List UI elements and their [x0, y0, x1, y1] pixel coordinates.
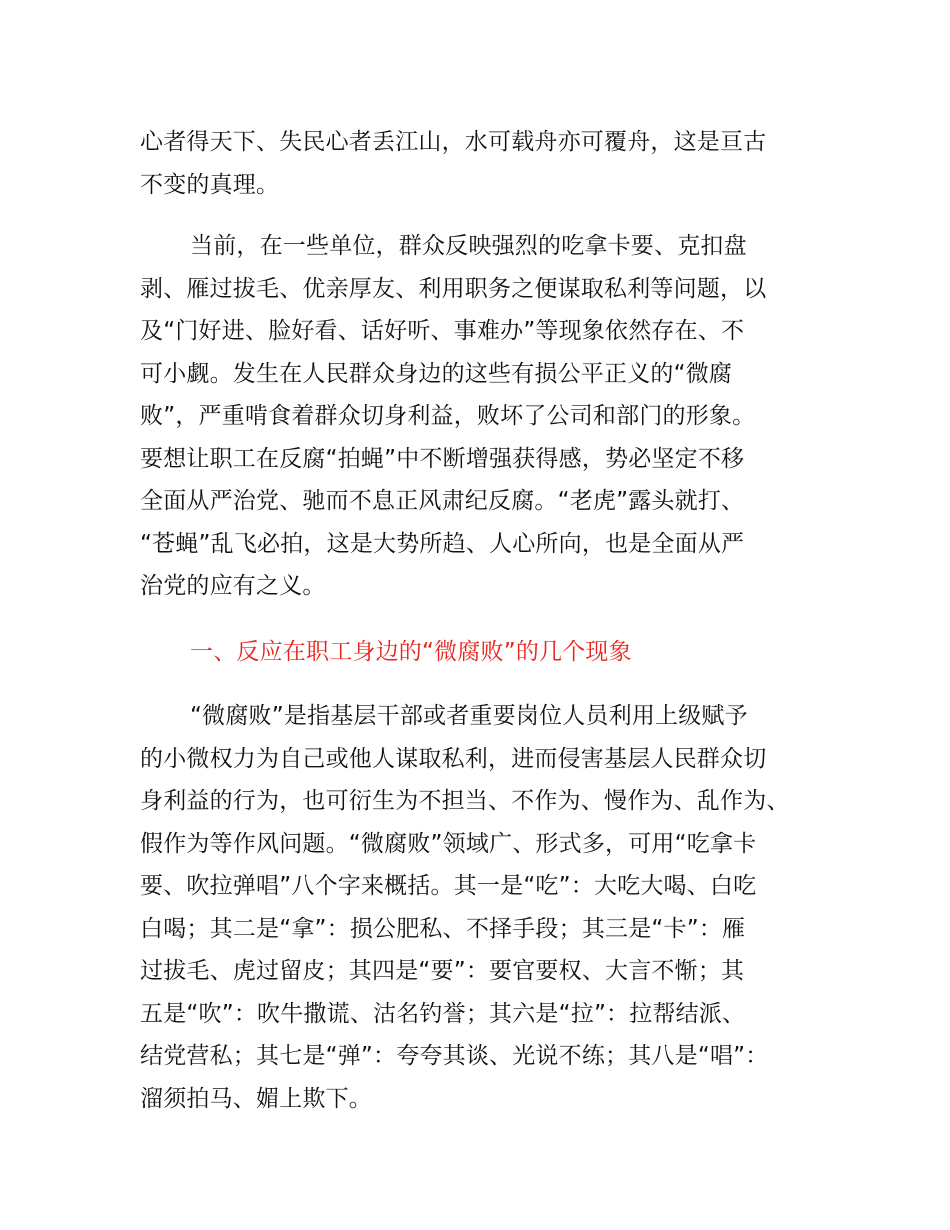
paragraph-2-line-3: 及“门好进、脸好看、话好听、事难办”等现象依然存在、不: [140, 318, 745, 344]
paragraph-3-line-2: 的小微权力为自己或他人谋取私利，进而侵害基层人民群众切: [140, 746, 767, 772]
paragraph-2-line-2: 剥、雁过拔毛、优亲厚友、利用职务之便谋取私利等问题，以: [140, 276, 767, 302]
paragraph-3-line-9: 结党营私；其七是“弹”：夸夸其谈、光说不练；其八是“唱”：: [140, 1043, 769, 1069]
paragraph-3-line-1: “微腐败”是指基层干部或者重要岗位人员利用上级赋予: [190, 703, 748, 729]
paragraph-1-line-1: 心者得天下、失民心者丢江山，水可载舟亦可覆舟，这是亘古: [140, 129, 767, 155]
paragraph-3-line-10: 溜须拍马、媚上欺下。: [140, 1086, 372, 1112]
paragraph-2-line-6: 要想让职工在反腐“拍蝇”中不断增强获得感，势必坚定不移: [140, 446, 745, 472]
paragraph-3-line-7: 过拔毛、虎过留皮；其四是“要”：要官要权、大言不惭；其: [140, 958, 745, 984]
paragraph-3-line-5: 要、吹拉弹唱”八个字来概括。其一是“吃”：大吃大喝、白吃: [140, 873, 757, 899]
paragraph-2-line-4: 可小觑。发生在人民群众身边的这些有损公平正义的“微腐: [140, 361, 733, 387]
paragraph-2-line-8: “苍蝇”乱飞必拍，这是大势所趋、人心所向，也是全面从严: [140, 531, 745, 557]
paragraph-2-line-9: 治党的应有之义。: [140, 573, 326, 599]
paragraph-3-line-4: 假作为等作风问题。“微腐败”领域广、形式多，可用“吃拿卡: [140, 831, 757, 857]
paragraph-3-line-6: 白喝；其二是“拿”：损公肥私、不择手段；其三是“卡”：雁: [140, 916, 746, 942]
paragraph-2-line-5: 败”，严重啃食着群众切身利益，败坏了公司和部门的形象。: [140, 403, 756, 429]
paragraph-2-line-1: 当前，在一些单位，群众反映强烈的吃拿卡要、克扣盘: [190, 233, 747, 259]
paragraph-3-line-3: 身利益的行为，也可衍生为不担当、不作为、慢作为、乱作为、: [140, 788, 790, 814]
paragraph-2-line-7: 全面从严治党、驰而不息正风肃纪反腐。“老虎”露头就打、: [140, 488, 745, 514]
section-heading: 一、反应在职工身边的“微腐败”的几个现象: [190, 639, 632, 665]
paragraph-1-line-2: 不变的真理。: [140, 172, 280, 198]
paragraph-3-line-8: 五是“吹”：吹牛撒谎、沽名钓誉；其六是“拉”：拉帮结派、: [140, 1001, 746, 1027]
